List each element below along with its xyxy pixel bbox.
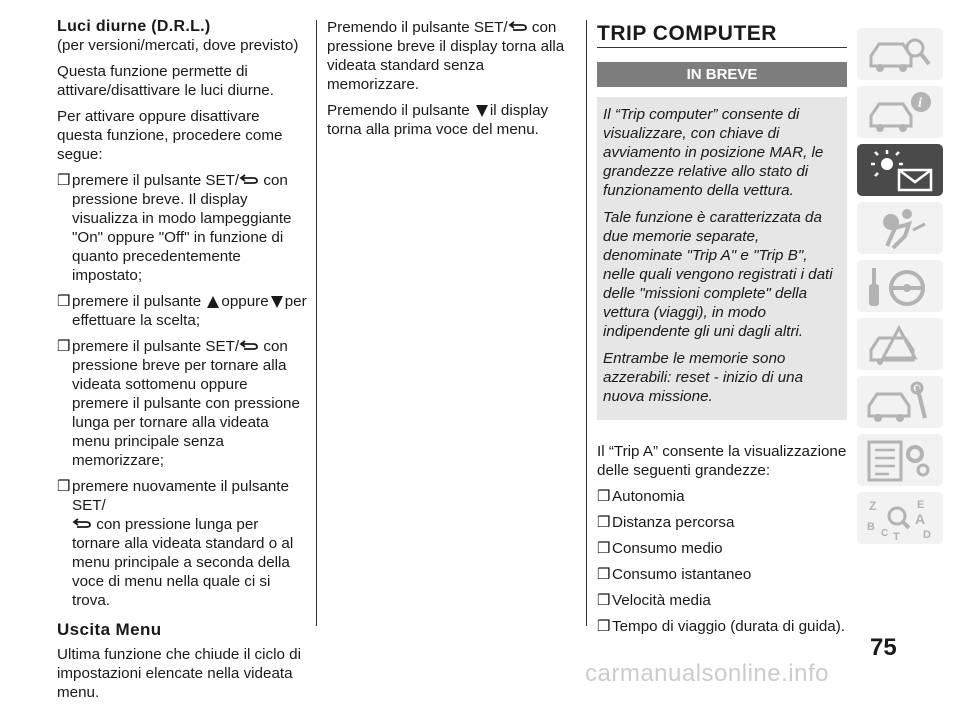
list-item xyxy=(57,337,307,470)
bullet-icon: ❒ xyxy=(597,514,611,531)
list-item-text: Distanza percorsa xyxy=(612,514,735,531)
list-item xyxy=(597,539,847,558)
up-arrow-icon xyxy=(207,296,219,308)
section-heading-exit: Uscita Menu xyxy=(57,620,162,639)
list-item-text: premere nuovamente il pulsante SET/ xyxy=(72,478,289,514)
list-item xyxy=(57,292,307,330)
list-item-text: per effettuare la scelta; xyxy=(72,293,307,329)
summary-paragraph: Tale funzione è caratterizzata da due memorie separate, denominate "Trip A" e "Trip B", nelle quali vengono registrati i dati delle "missioni complete" della vettura (viaggi), in modo indipendente gli uni dagli altri. xyxy=(603,209,833,340)
bullet-icon: ❒ xyxy=(57,338,71,355)
list-item-text: premere il pulsante SET/ xyxy=(72,172,240,189)
airbag-person-icon xyxy=(865,206,935,250)
down-arrow-icon xyxy=(271,296,283,308)
chapter-sidebar xyxy=(857,28,943,550)
tab-key-steering[interactable] xyxy=(857,260,943,312)
bullet-icon: ❒ xyxy=(57,478,71,495)
column-left xyxy=(57,18,307,709)
bullet-icon: ❒ xyxy=(597,566,611,583)
list-item xyxy=(597,487,847,506)
summary-paragraph: Entrambe le memorie sono azzerabili: reset - inizio di una nuova missione. xyxy=(603,350,804,405)
alphabet-index-icon xyxy=(865,496,935,540)
tab-airbag-person[interactable] xyxy=(857,202,943,254)
tab-car-info[interactable] xyxy=(857,86,943,138)
car-search-icon xyxy=(865,32,935,76)
car-warning-icon xyxy=(865,322,935,366)
tab-alphabet-index[interactable] xyxy=(857,492,943,544)
list-item-text: con pressione breve. Il display visualizza in modo lampeggiante "On" oppure "Off" in funzione di quanto precedentemente impostato; xyxy=(72,172,292,284)
tab-car-search[interactable] xyxy=(857,28,943,80)
list-item xyxy=(597,513,847,532)
back-arrow-icon xyxy=(508,21,528,31)
tab-list-gears[interactable] xyxy=(857,434,943,486)
car-info-icon xyxy=(865,90,935,134)
paragraph-text: il display torna alla prima voce del menu. xyxy=(327,102,549,138)
list-item xyxy=(597,617,847,636)
tab-car-wrench[interactable] xyxy=(857,376,943,428)
trip-list xyxy=(597,487,847,636)
bullet-icon: ❒ xyxy=(597,618,611,635)
list-item-text: con pressione breve per tornare alla videata sottomenu oppure premere il pulsante con pressione lunga per tornare alla videata menu principale senza memorizzare; xyxy=(72,338,300,469)
paragraph-text: con pressione breve il display torna alla videata standard senza memorizzare. xyxy=(327,19,565,93)
list-item-text: Velocità media xyxy=(612,592,711,609)
paragraph-text: Premendo il pulsante xyxy=(327,102,474,119)
column-middle xyxy=(327,18,577,146)
paragraph xyxy=(327,18,577,94)
svg-text:C: C xyxy=(881,528,889,539)
list-item xyxy=(57,477,307,610)
svg-text:T: T xyxy=(893,531,900,540)
paragraph xyxy=(327,101,577,139)
page-title: TRIP COMPUTER xyxy=(597,24,847,48)
tab-car-warning[interactable] xyxy=(857,318,943,370)
page-number: 75 xyxy=(870,634,897,661)
list-item-text: Autonomia xyxy=(612,488,685,505)
svg-text:A: A xyxy=(915,511,926,527)
svg-text:E: E xyxy=(917,499,925,511)
summary-paragraph: Il “Trip computer” consente di visualizzare, con chiave di avviamento in posizione MAR, le grandezze relative allo stato di funzionamento della vettura. xyxy=(603,106,824,199)
bullet-icon: ❒ xyxy=(597,488,611,505)
paragraph: Questa funzione permette di attivare/disattivare le luci diurne. xyxy=(57,63,274,99)
car-wrench-icon xyxy=(865,380,935,424)
bullet-icon: ❒ xyxy=(57,293,71,310)
column-right xyxy=(597,18,847,643)
down-arrow-icon xyxy=(476,105,488,117)
list-gears-icon xyxy=(865,438,935,482)
list-item-text: oppure xyxy=(221,293,269,310)
paragraph: Ultima funzione che chiude il ciclo di impostazioni elencate nella videata menu. xyxy=(57,646,301,701)
list-item-text: premere il pulsante xyxy=(72,293,206,310)
list-item-text: Consumo medio xyxy=(612,540,723,557)
back-arrow-icon xyxy=(72,518,92,528)
list-item-text: Tempo di viaggio (durata di guida). xyxy=(612,618,846,635)
list-item-text: premere il pulsante SET/ xyxy=(72,338,240,355)
svg-text:i: i xyxy=(918,96,922,111)
watermark-text: carmanualsonline.info xyxy=(585,660,829,687)
back-arrow-icon xyxy=(239,340,259,350)
back-arrow-icon xyxy=(239,174,259,184)
paragraph: Per attivare oppure disattivare questa funzione, procedere come segue: xyxy=(57,108,283,163)
summary-banner: IN BREVE xyxy=(597,62,847,87)
list-item-text: Consumo istantaneo xyxy=(612,566,752,583)
key-steering-icon xyxy=(865,264,935,308)
svg-text:B: B xyxy=(867,521,875,533)
section-heading-drl: Luci diurne (D.R.L.) xyxy=(57,18,211,35)
bullet-icon: ❒ xyxy=(597,592,611,609)
column-divider-2 xyxy=(586,20,587,626)
list-item-text: con pressione lunga per tornare alla videata standard o al menu principale a seconda della voce di menu nella quale ci si trova. xyxy=(72,516,294,609)
paragraph-text: Premendo il pulsante SET/ xyxy=(327,19,508,36)
summary-box xyxy=(597,97,847,420)
svg-text:Z: Z xyxy=(869,499,877,513)
section-subtitle: (per versioni/mercati, dove previsto) xyxy=(57,37,299,54)
list-item xyxy=(57,171,307,285)
column-divider-1 xyxy=(316,20,317,626)
list-item xyxy=(597,565,847,584)
paragraph: Il “Trip A” consente la visualizzazione delle seguenti grandezze: xyxy=(597,443,847,479)
dashboard-lights-icon xyxy=(865,148,935,192)
list-item xyxy=(597,591,847,610)
bullet-icon: ❒ xyxy=(597,540,611,557)
tab-dashboard-lights[interactable] xyxy=(857,144,943,196)
svg-text:D: D xyxy=(923,529,931,540)
bullet-icon: ❒ xyxy=(57,172,71,189)
